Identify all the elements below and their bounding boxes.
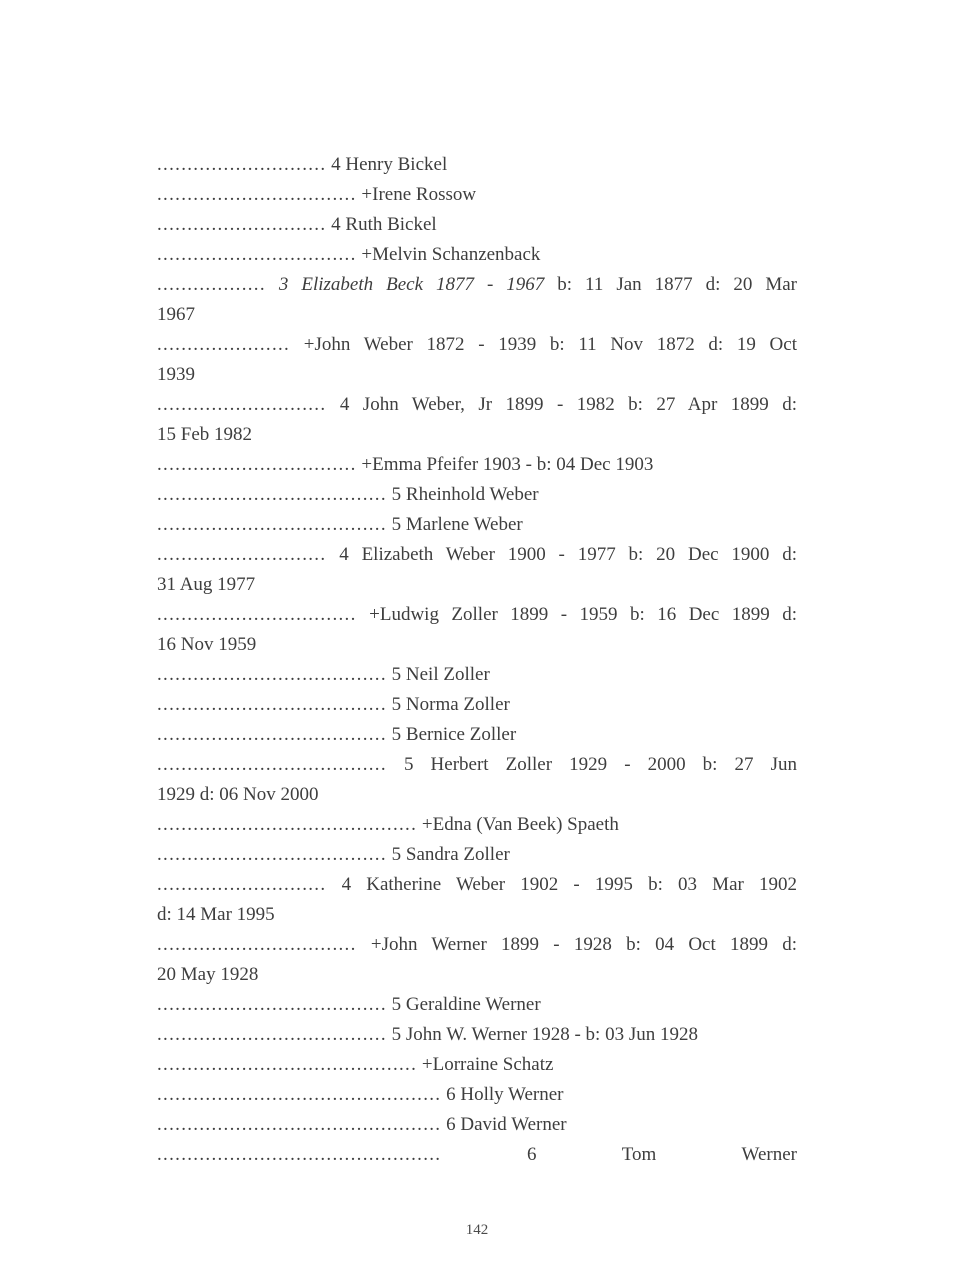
entry-text: +Ludwig Zoller 1899 - 1959 b: 16 Dec 1899 d: (369, 604, 798, 625)
tree-line (157, 1140, 797, 1170)
tree-line (157, 690, 797, 720)
entry-text: 16 Nov 1959 (157, 634, 257, 655)
dot-leader: .................. (157, 274, 266, 295)
entry-text: 1967 (157, 304, 195, 325)
dot-leader: ................................. (157, 934, 357, 955)
tree-line-continuation (157, 420, 797, 450)
entry-text: 4 John Weber, Jr 1899 - 1982 b: 27 Apr 1899 d: (339, 394, 797, 415)
entry-text: 6 Tom Werner (526, 1144, 797, 1165)
dot-leader: ............................................... (157, 1114, 442, 1135)
entry-text: 15 Feb 1982 (157, 424, 252, 445)
entry-text: 6 David Werner (446, 1114, 567, 1135)
entry-text: 4 Elizabeth Weber 1900 - 1977 b: 20 Dec 1900 d: (339, 544, 797, 565)
dot-leader: ............................ (157, 544, 327, 565)
dot-leader: ............................ (157, 394, 327, 415)
dot-leader: ...................................... (157, 1024, 387, 1045)
tree-line (157, 450, 797, 480)
page-number: 142 (465, 1222, 489, 1238)
entry-text: +Melvin Schanzenback (361, 244, 541, 265)
entry-text: d: 14 Mar 1995 (157, 904, 275, 925)
entry-text: 1939 (157, 364, 195, 385)
tree-line-continuation (157, 630, 797, 660)
dot-leader: ........................................... (157, 1054, 418, 1075)
tree-line (157, 870, 797, 900)
tree-line (157, 150, 797, 180)
tree-line-continuation (157, 960, 797, 990)
entry-text: 5 Marlene Weber (391, 514, 523, 535)
tree-line-continuation (157, 300, 797, 330)
entry-text: 4 Henry Bickel (331, 154, 448, 175)
dot-leader: ................................. (157, 604, 357, 625)
tree-line-continuation (157, 360, 797, 390)
tree-line (157, 240, 797, 270)
entry-text: 5 Neil Zoller (391, 664, 490, 685)
tree-line (157, 330, 797, 360)
tree-line (157, 720, 797, 750)
tree-line (157, 390, 797, 420)
dot-leader: ................................. (157, 244, 357, 265)
entry-text: 5 Herbert Zoller 1929 - 2000 b: 27 Jun (403, 754, 797, 775)
dot-leader: ............................ (157, 874, 327, 895)
entry-text: 5 Norma Zoller (391, 694, 510, 715)
dot-leader: ................................. (157, 454, 357, 475)
tree-line (157, 1110, 797, 1140)
dot-leader: ................................. (157, 184, 357, 205)
entry-text: 6 Holly Werner (446, 1084, 564, 1105)
dot-leader: ............................ (157, 154, 327, 175)
dot-leader: ............................................... (157, 1084, 442, 1105)
dot-leader: ...................................... (157, 664, 387, 685)
dot-leader: ...................................... (157, 514, 387, 535)
tree-line (157, 540, 797, 570)
entry-text: 20 May 1928 (157, 964, 259, 985)
tree-line-continuation (157, 900, 797, 930)
entry-text: +John Werner 1899 - 1928 b: 04 Oct 1899 d: (370, 934, 797, 955)
dot-leader: ............................ (157, 214, 327, 235)
tree-line (157, 810, 797, 840)
dot-leader: ...................................... (157, 754, 387, 775)
entry-name-italic: 3 Elizabeth Beck 1877 - 1967 (278, 274, 545, 295)
entry-text: 4 Ruth Bickel (331, 214, 437, 235)
tree-line (157, 750, 797, 780)
dot-leader: ........................................... (157, 814, 418, 835)
dot-leader: ...................... (157, 334, 291, 355)
dot-leader: ............................................... (157, 1144, 442, 1165)
entry-text: b: 11 Jan 1877 d: 20 Mar (557, 274, 797, 295)
tree-line (157, 1050, 797, 1080)
tree-line (157, 660, 797, 690)
entry-text: +Lorraine Schatz (421, 1054, 554, 1075)
dot-leader: ...................................... (157, 724, 387, 745)
tree-line (157, 600, 797, 630)
entry-text: 4 Katherine Weber 1902 - 1995 b: 03 Mar 1902 (341, 874, 797, 895)
entry-text: +John Weber 1872 - 1939 b: 11 Nov 1872 d: 19 Oct (303, 334, 797, 355)
genealogy-descendant-list (157, 150, 797, 1170)
tree-line-continuation (157, 780, 797, 810)
tree-line-continuation (157, 570, 797, 600)
tree-line (157, 1020, 797, 1050)
entry-text: +Irene Rossow (361, 184, 477, 205)
dot-leader: ...................................... (157, 994, 387, 1015)
tree-line (157, 270, 797, 300)
dot-leader: ...................................... (157, 844, 387, 865)
tree-line (157, 180, 797, 210)
dot-leader: ...................................... (157, 484, 387, 505)
entry-text: 1929 d: 06 Nov 2000 (157, 784, 319, 805)
entry-text: +Emma Pfeifer 1903 - b: 04 Dec 1903 (361, 454, 654, 475)
tree-line (157, 510, 797, 540)
entry-text: 5 Sandra Zoller (391, 844, 510, 865)
entry-text: 5 Rheinhold Weber (391, 484, 539, 505)
entry-text: 5 Geraldine Werner (391, 994, 541, 1015)
tree-line (157, 1080, 797, 1110)
tree-line (157, 840, 797, 870)
tree-line (157, 990, 797, 1020)
entry-text: 5 John W. Werner 1928 - b: 03 Jun 1928 (391, 1024, 698, 1045)
entry-text: +Edna (Van Beek) Spaeth (421, 814, 619, 835)
entry-text: 5 Bernice Zoller (391, 724, 517, 745)
tree-line (157, 210, 797, 240)
tree-line (157, 930, 797, 960)
dot-leader: ...................................... (157, 694, 387, 715)
entry-text: 31 Aug 1977 (157, 574, 256, 595)
tree-line (157, 480, 797, 510)
